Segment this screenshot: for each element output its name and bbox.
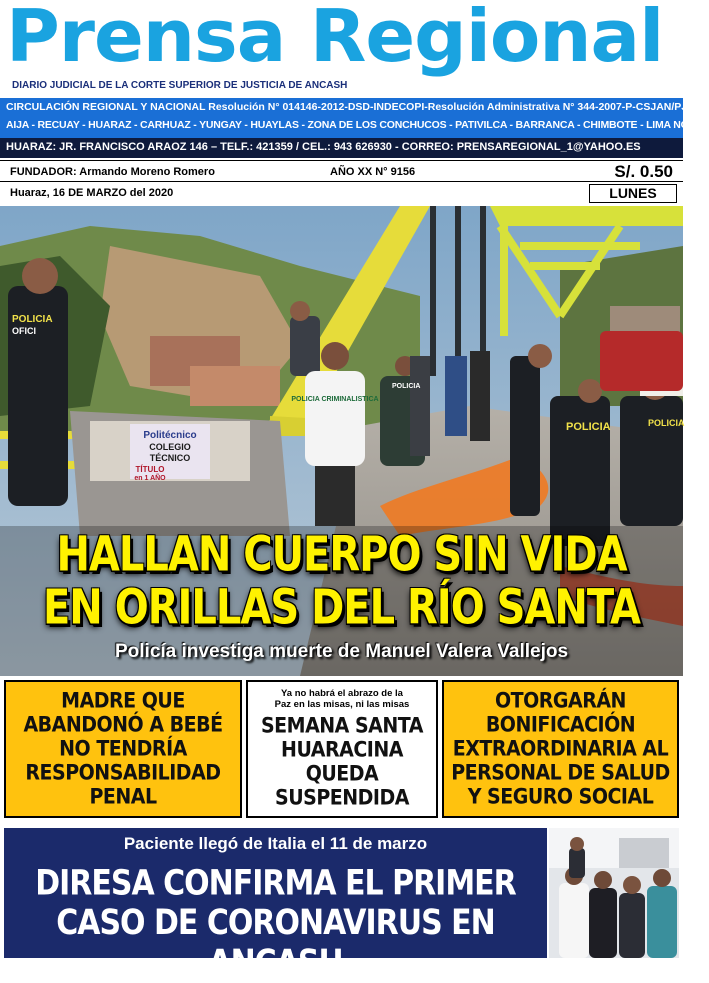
criminalistica-label: POLICIA CRIMINALISTICA xyxy=(291,396,379,403)
price-text: S/. 0.50 xyxy=(614,162,673,181)
story-box-kicker xyxy=(275,688,410,710)
newspaper-subtitle: DIARIO JUDICIAL DE LA CORTE SUPERIOR DE JUSTICIA DE ANCASH xyxy=(12,80,348,91)
police-label-right: POLICIA xyxy=(566,421,611,433)
story-box-bonificacion xyxy=(442,680,679,818)
edition-number: AÑO XX N° 9156 xyxy=(330,166,416,178)
bottom-story-title-line-1: DIRESA CONFIRMA EL PRIMER xyxy=(35,863,516,904)
story-box-line: SUSPENDIDA xyxy=(275,785,409,811)
date-text: Huaraz, 16 DE MARZO del 2020 xyxy=(10,187,174,199)
police-label-right-2: POLICIA xyxy=(648,418,685,428)
day-badge: LUNES xyxy=(589,184,677,203)
founder-text: FUNDADOR: Armando Moreno Romero xyxy=(10,166,215,178)
story-box-line: NO TENDRÍA xyxy=(59,736,187,762)
police-label-left-2: OFICI xyxy=(12,326,36,336)
story-box-line: ABANDONÓ A BEBÉ xyxy=(23,712,223,738)
poster-text-2: TÉCNICO xyxy=(149,453,191,463)
story-box-line: OTORGARÁN xyxy=(495,688,626,714)
bottom-story-panel xyxy=(4,828,547,983)
main-subheadline: Policía investiga muerte de Manuel Valera Vallejos xyxy=(114,641,569,662)
police-label-mid: POLICIA xyxy=(392,383,421,390)
address-text: HUARAZ: JR. FRANCISCO ARAOZ 146 – TELF.: 421359 / CEL.: 943 626930 - CORREO: PRENSAREGIONAL_1@YAHOO.ES xyxy=(6,141,641,153)
story-box-madre xyxy=(4,680,242,818)
poster-text-4: en 1 AÑO xyxy=(134,475,166,482)
poster-text-1: COLEGIO xyxy=(149,442,191,452)
story-box-line: Y SEGURO SOCIAL xyxy=(467,784,654,810)
kicker-line: Paz en las misas, ni las misas xyxy=(274,699,410,710)
story-box-line: HUARACINA xyxy=(281,737,403,763)
edition-info-row xyxy=(0,160,683,182)
police-label-left: POLICIA xyxy=(12,314,53,325)
circulation-cities: AIJA - RECUAY - HUARAZ - CARHUAZ - YUNGAY - HUAYLAS - ZONA DE LOS CONCHUCOS - PATIVILCA - BARRANCA - CHIMBOTE - LIMA NORTE xyxy=(6,119,709,131)
story-box-line: RESPONSABILIDAD xyxy=(25,760,221,786)
address-bar xyxy=(0,138,683,158)
bottom-story-title-line-2: CASO DE CORONAVIRUS EN ANCASH xyxy=(56,902,495,983)
story-box-line: SEMANA SANTA xyxy=(261,713,423,739)
kicker-line: Ya no habrá el abrazo de la xyxy=(281,688,403,699)
bottom-photo-illustration xyxy=(549,828,679,958)
story-box-semana-santa xyxy=(246,680,438,818)
masthead xyxy=(0,0,683,100)
main-headline-line-1: HALLAN CUERPO SIN VIDA xyxy=(56,527,627,583)
secondary-stories xyxy=(0,676,683,822)
story-box-line: MADRE QUE xyxy=(61,688,185,714)
bottom-story-photo xyxy=(549,828,679,958)
story-box-line: BONIFICACIÓN xyxy=(485,712,636,738)
dateline-row xyxy=(0,183,683,205)
story-box-line: EXTRAORDINARIA AL xyxy=(452,736,669,762)
main-headline-line-2: EN ORILLAS DEL RÍO SANTA xyxy=(42,580,640,636)
story-box-line: PENAL xyxy=(89,784,157,810)
poster-brand-text: Politécnico xyxy=(143,430,197,441)
circulation-bar xyxy=(0,98,709,138)
poster-text-3: TÍTULO xyxy=(135,465,165,474)
newspaper-title: Prensa Regional xyxy=(6,0,664,78)
circulation-resolution: CIRCULACIÓN REGIONAL Y NACIONAL Resolución N° 014146-2012-DSD-INDECOPI-Resolución Administrativa N° 344-2007-P-CSJAN/PJ xyxy=(6,101,688,113)
story-box-line: PERSONAL DE SALUD xyxy=(451,760,670,786)
bottom-story-kicker: Paciente llegó de Italia el 11 de marzo xyxy=(123,834,428,853)
story-box-line: QUEDA xyxy=(305,761,379,787)
bottom-story xyxy=(0,826,683,983)
